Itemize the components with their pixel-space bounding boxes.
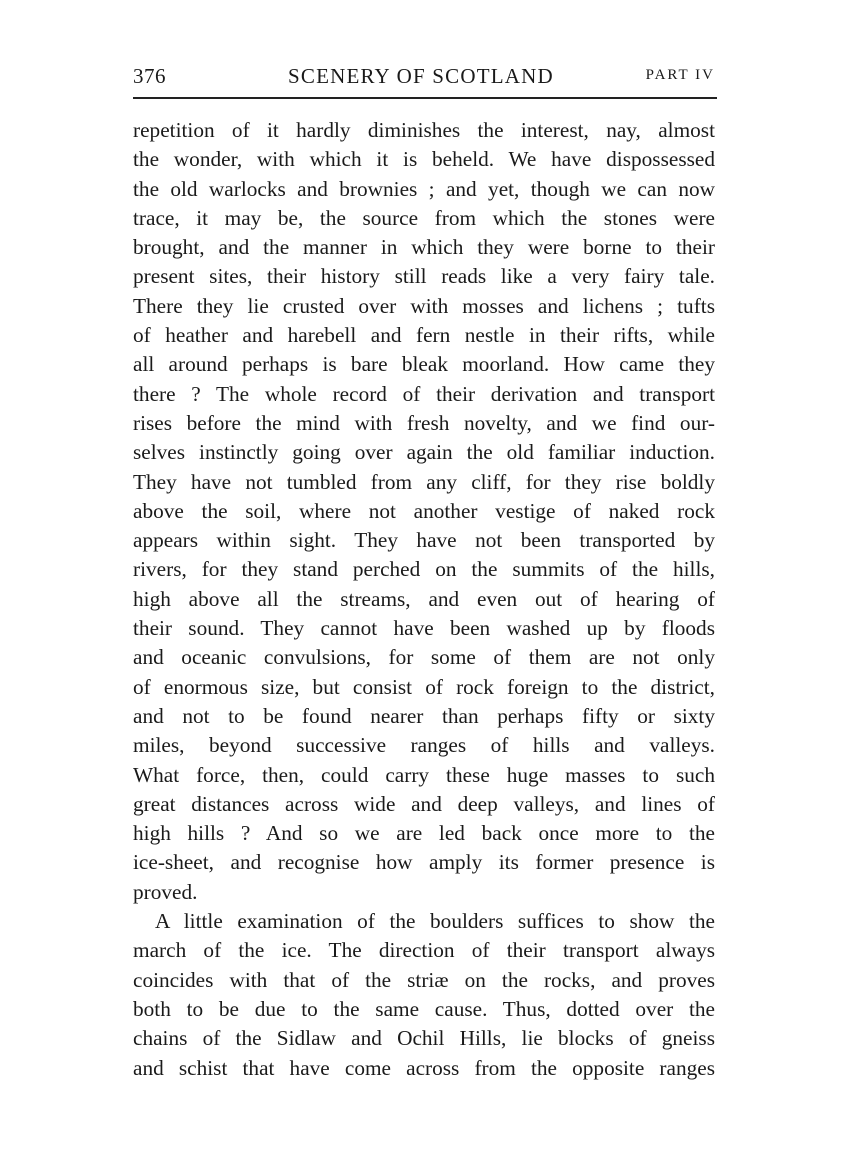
text-line: miles, beyond successive ranges of hills and valleys. xyxy=(133,733,715,758)
text-line: the old warlocks and brownies ; and yet, though we can now xyxy=(133,176,715,201)
text-line: present sites, their history still reads like a very fairy tale. xyxy=(133,264,715,289)
text-line: both to be due to the same cause. Thus, dotted over the xyxy=(133,996,715,1021)
text-line: march of the ice. The direction of their transport always xyxy=(133,938,715,963)
text-line: and schist that have come across from the opposite ranges xyxy=(133,1055,715,1080)
text-line: selves instinctly going over again the old familiar induction. xyxy=(133,440,715,465)
text-line: of enormous size, but consist of rock foreign to the district, xyxy=(133,674,715,699)
text-line: high hills ? And so we are led back once more to the xyxy=(133,821,715,846)
text-line: There they lie crusted over with mosses and lichens ; tufts xyxy=(133,293,715,318)
text-line: A little examination of the boulders suffices to show the xyxy=(155,909,715,934)
text-line: their sound. They cannot have been washed up by floods xyxy=(133,616,715,641)
text-line: repetition of it hardly diminishes the interest, nay, almost xyxy=(133,118,715,142)
text-line: and oceanic convulsions, for some of them are not only xyxy=(133,645,715,670)
part-label: PART IV xyxy=(645,67,715,83)
text-line: proved. xyxy=(133,879,198,904)
text-line: all around perhaps is bare bleak moorland. How came they xyxy=(133,352,715,377)
running-title: SCENERY OF SCOTLAND xyxy=(288,64,554,88)
text-line: chains of the Sidlaw and Ochil Hills, lie blocks of gneiss xyxy=(133,1026,715,1051)
paragraph-1 xyxy=(133,116,715,907)
body-text xyxy=(133,116,715,1083)
text-line: ice-sheet, and recognise how amply its former presence is xyxy=(133,850,715,875)
paragraph-2 xyxy=(133,907,715,1083)
text-line: rivers, for they stand perched on the summits of the hills, xyxy=(133,557,715,582)
text-line: and not to be found nearer than perhaps fifty or sixty xyxy=(133,703,715,728)
text-line: trace, it may be, the source from which the stones were xyxy=(133,205,715,230)
text-line: appears within sight. They have not been transported by xyxy=(133,528,715,553)
text-line: rises before the mind with fresh novelty, and we find our- xyxy=(133,410,715,435)
header-rule xyxy=(133,97,717,99)
text-line: They have not tumbled from any cliff, for they rise boldly xyxy=(133,469,715,494)
text-line: there ? The whole record of their derivation and transport xyxy=(133,381,715,406)
text-line: high above all the streams, and even out of hearing of xyxy=(133,586,715,611)
text-line: great distances across wide and deep valleys, and lines of xyxy=(133,791,715,816)
text-line: What force, then, could carry these huge masses to such xyxy=(133,762,715,787)
text-line: the wonder, with which it is beheld. We have dispossessed xyxy=(133,147,715,172)
running-head xyxy=(133,64,715,94)
page-number: 376 xyxy=(133,64,166,88)
text-line: of heather and harebell and fern nestle in their rifts, while xyxy=(133,323,715,348)
text-line: coincides with that of the striæ on the rocks, and proves xyxy=(133,967,715,992)
text-line: brought, and the manner in which they were borne to their xyxy=(133,235,715,260)
text-line: above the soil, where not another vestige of naked rock xyxy=(133,498,715,523)
